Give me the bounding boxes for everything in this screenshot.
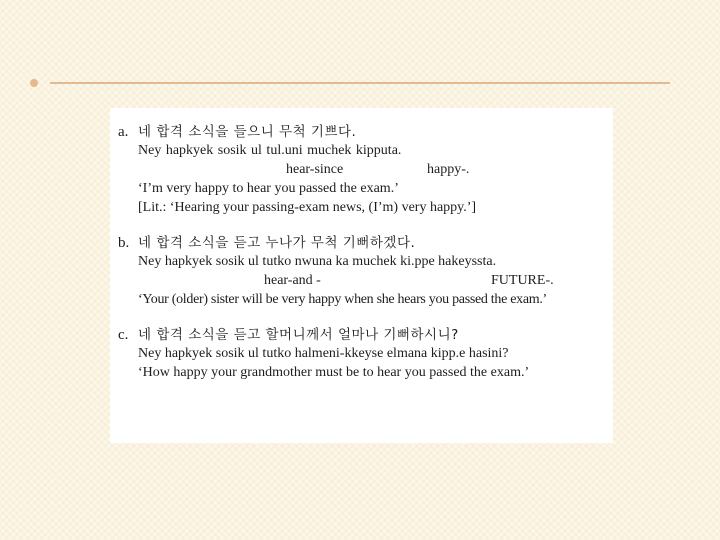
title-rule-dot [30, 79, 38, 87]
example-a-gloss [118, 160, 603, 179]
example-b-gloss-1: hear-and - [264, 273, 321, 288]
example-b [118, 231, 603, 309]
example-a-letter: a. [118, 124, 129, 140]
example-c-korean: 네 합격 소식을 듣고 할머니께서 얼마나 기뻐하시니? [138, 327, 459, 343]
example-b-korean-line [118, 231, 603, 252]
example-b-korean: 네 합격 소식을 듣고 누나가 무척 기뻐하겠다. [138, 235, 416, 251]
example-a [118, 120, 603, 217]
example-b-gloss [118, 271, 603, 290]
example-c-letter: c. [118, 327, 129, 343]
example-c-korean-line [118, 323, 603, 344]
title-rule [50, 82, 670, 84]
example-b-gloss-2: FUTURE-. [491, 273, 554, 288]
example-b-romanization: Ney hapkyek sosik ul tutko nwuna ka muchek ki.ppe hakeyssta. [138, 254, 497, 269]
example-a-literal: [Lit.: ‘Hearing your passing-exam news, (I’m) very happy.’] [138, 200, 477, 215]
example-b-translation: ‘Your (older) sister will be very happy when she hears you passed the exam.’ [138, 292, 547, 307]
example-panel [110, 108, 613, 443]
example-a-gloss-1: hear-since [286, 162, 344, 177]
example-c-translation: ‘How happy your grandmother must be to hear you passed the exam.’ [138, 365, 530, 380]
example-a-korean-line [118, 120, 603, 141]
example-c [118, 323, 603, 382]
example-a-romanization: Ney hapkyek sosik ul tul.uni muchek kipputa. [138, 143, 402, 158]
example-c-romanization: Ney hapkyek sosik ul tutko halmeni-kkeyse elmana kipp.e hasini? [138, 346, 509, 361]
example-a-gloss-2: happy-. [427, 162, 470, 177]
example-a-korean: 네 합격 소식을 들으니 무척 기쁘다. [138, 124, 357, 140]
example-a-translation: ‘I’m very happy to hear you passed the exam.’ [138, 181, 399, 196]
example-b-letter: b. [118, 235, 130, 251]
